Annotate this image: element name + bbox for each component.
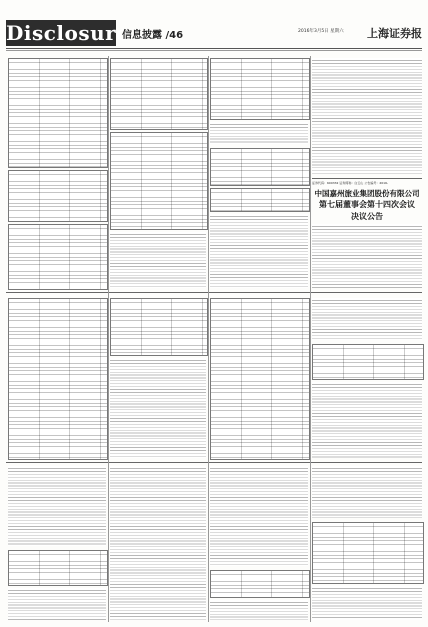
text-block-e [110,358,206,458]
financial-table-8 [210,188,310,212]
notice-title-2: 决议公告 [351,211,383,221]
financial-table-4 [110,58,208,130]
masthead-rule [6,48,422,49]
text-block-g [312,382,422,458]
column-separator [310,56,311,622]
financial-table-13 [8,550,108,586]
masthead [6,20,422,46]
text-block-m [312,466,422,518]
text-block-l [210,600,308,620]
financial-table-2 [8,170,108,222]
text-block-c [210,214,308,288]
section-title: 信息披露 /46 [122,30,184,41]
text-block-k [210,466,308,566]
text-block-i [8,588,106,620]
issue-date: 2016年3月5日 星期六 [298,29,344,34]
brand-logo: Disclosure [6,21,130,45]
notice-divider [312,178,422,179]
masthead-rule-thin [6,50,422,51]
financial-table-6 [210,58,310,120]
text-block-b [210,122,308,144]
notice-stock-line: 证券代码：600332 证券简称：白云山 公告编号：2016- [312,181,389,185]
notice-body [312,224,422,288]
financial-table-5 [110,132,208,230]
newspaper-name: 上海证券报 [367,27,422,40]
notice-title-1: 第七届董事会第十四次会议 [319,199,415,209]
column-separator [208,56,209,622]
financial-table-3 [8,224,108,290]
text-block-j [110,466,206,620]
financial-table-11 [210,298,310,460]
financial-table-15 [312,522,424,584]
financial-table-9 [8,298,108,460]
notice-company: 中国嘉州旅业集团股份有限公司 [314,189,420,198]
financial-table-12 [312,344,424,380]
page-divider-lower [6,462,422,463]
financial-table-14 [210,570,310,598]
text-block-h [8,466,106,546]
financial-table-10 [110,298,208,356]
text-block-f [312,298,422,340]
financial-table-1 [8,58,108,168]
column-separator [108,56,109,622]
text-block-n [312,586,422,620]
text-block-a [110,232,206,288]
financial-table-7 [210,148,310,186]
text-block-d [312,58,422,174]
page-divider-mid [6,292,422,293]
